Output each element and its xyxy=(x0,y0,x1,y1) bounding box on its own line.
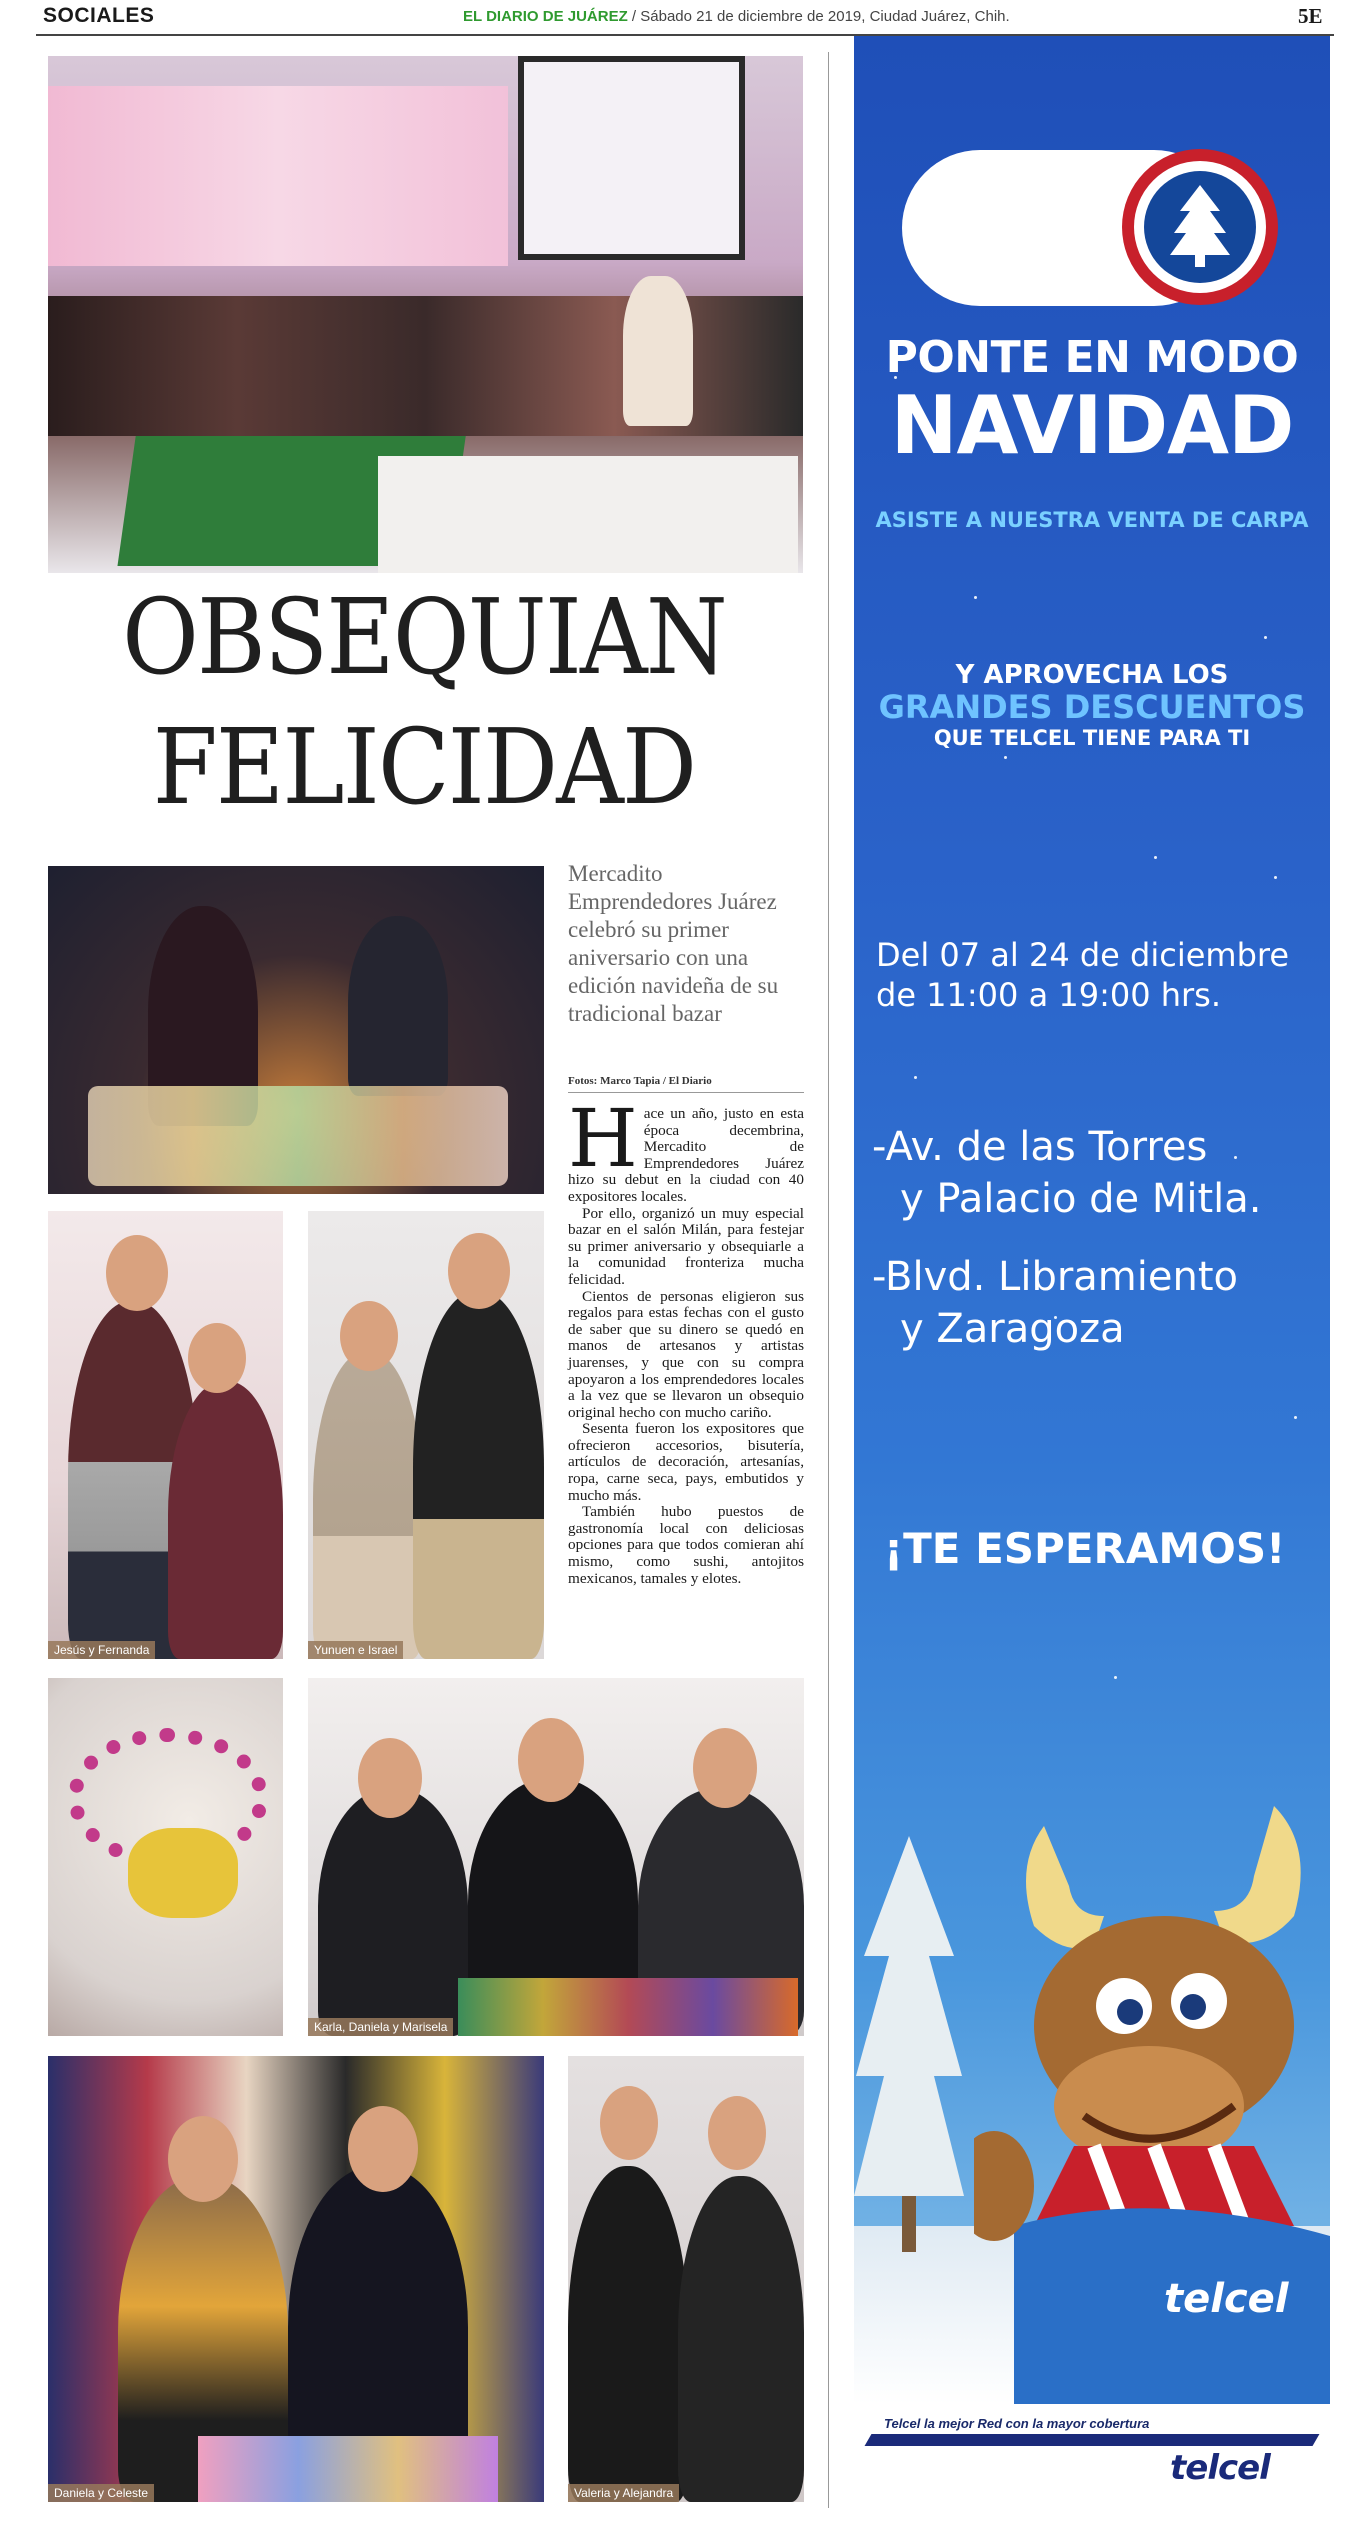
face-woman xyxy=(188,1323,246,1393)
face-man xyxy=(448,1233,510,1309)
telcel-advertisement[interactable] xyxy=(854,36,1330,2404)
mannequin xyxy=(623,276,693,426)
ad-line-3: ASISTE A NUESTRA VENTA DE CARPA xyxy=(875,508,1309,532)
white-table xyxy=(378,456,798,573)
photo-bazaar-hall xyxy=(48,56,803,573)
dateline-text: / Sábado 21 de diciembre de 2019, Ciudad Juárez, Chih. xyxy=(627,8,1010,25)
page-header xyxy=(0,0,1367,38)
ad-cta: ¡TE ESPERAMOS! xyxy=(884,1524,1286,1573)
paragraph-1 xyxy=(568,1092,804,1206)
person-right xyxy=(678,2176,804,2502)
article-dek: Mercadito Emprendedores Juárez celebró su primer aniversario con una edición navideña de su tradicional bazar xyxy=(568,861,779,1026)
photo-credit: Fotos: Marco Tapia / El Diario xyxy=(568,1075,804,1093)
mascot-shirt-logo: telcel xyxy=(1164,2276,1289,2322)
ad-tagline: Telcel la mejor Red con la mayor cobertura xyxy=(884,2416,1150,2431)
person-man xyxy=(413,1291,544,1659)
caption-photo-b: Yunuen e Israel xyxy=(308,1641,403,1659)
article-body xyxy=(568,1092,804,1587)
ad-line-4: Y APROVECHA LOS xyxy=(955,660,1229,690)
photo-earrings xyxy=(48,1678,283,2036)
photo-duo-1 xyxy=(48,2056,544,2502)
ad-dates-1: Del 07 al 24 de diciembre xyxy=(876,936,1290,974)
vendor-right xyxy=(348,916,448,1096)
caption-photo-c: Karla, Daniela y Marisela xyxy=(308,2018,453,2036)
column-divider xyxy=(828,52,829,2508)
paragraph-4: Sesenta fueron los expositores que ofrecieron accesorios, bisutería, artículos de decoración, artesanías, ropa, carne seca, pays, embutidos y mucho más. xyxy=(568,1420,804,1504)
face-man xyxy=(106,1235,168,1311)
caption-photo-d: Daniela y Celeste xyxy=(48,2484,154,2502)
face-left xyxy=(168,2116,238,2202)
person-woman xyxy=(313,1351,423,1659)
face-left xyxy=(358,1738,422,1818)
headline-line-2: FELICIDAD xyxy=(152,706,696,828)
paragraph-5: También hubo puestos de gastronomía local con deliciosas opciones para que todos comieran ahí mismo, como sushi, antojitos mexicanos, tamales y elotes. xyxy=(568,1503,804,1587)
newspaper-name: EL DIARIO DE JUÁREZ xyxy=(463,8,628,25)
projection-screen xyxy=(518,56,745,260)
drop-cap: H xyxy=(568,1092,638,1185)
paragraph-1-text: ace un año, justo en esta época decembrina, Mercadito de Emprendedores Juárez hizo su debut en la ciudad con 40 expositores locales. xyxy=(568,1105,804,1205)
dateline xyxy=(463,8,1010,25)
ad-location-3: -Blvd. Libramiento xyxy=(872,1254,1238,1300)
lamps xyxy=(88,1086,508,1186)
caption-photo-a: Jesús y Fernanda xyxy=(48,1641,155,1659)
ad-line-2: NAVIDAD xyxy=(890,379,1294,472)
photo-duo-2 xyxy=(568,2056,804,2502)
tree-logo-icon xyxy=(1122,149,1278,305)
moose-mascot xyxy=(974,1806,1330,2404)
face-right xyxy=(693,1728,757,1808)
fabric-stack xyxy=(458,1978,798,2036)
face-woman xyxy=(340,1301,398,1371)
face-left xyxy=(600,2086,658,2160)
ad-line-6: QUE TELCEL TIENE PARA TI xyxy=(933,726,1251,750)
ad-location-4: y Zaragoza xyxy=(900,1306,1125,1352)
headline-line-1: OBSEQUIAN xyxy=(122,576,726,698)
ad-location-1: -Av. de las Torres xyxy=(872,1124,1208,1170)
face-right xyxy=(348,2106,418,2192)
section-name: SOCIALES xyxy=(43,4,155,27)
paragraph-2: Por ello, organizó un muy especial bazar en el salón Milán, para festejar su primer aniversario y obsequiarle a la comunidad fronteriza mucha felicidad. xyxy=(568,1204,804,1288)
paragraph-3: Cientos de personas eligieron sus regalos para estas fechas con el gusto de saber que su dinero se quedó en manos de artesanos y artistas juarenses, y que con su compra apoyaron a los emprendedores locales a la vez que se llevaron un obsequio original hecho con mucho cariño. xyxy=(568,1287,804,1421)
caption-photo-e: Valeria y Alejandra xyxy=(568,2484,679,2502)
ad-line-1: PONTE EN MODO xyxy=(885,332,1299,383)
person-woman xyxy=(168,1381,283,1659)
photo-couple-2 xyxy=(308,1211,544,1659)
person-left xyxy=(568,2166,688,2502)
pine-tree-icon xyxy=(854,1836,964,2256)
ad-line-5: GRANDES DESCUENTOS xyxy=(878,688,1306,726)
face-right xyxy=(708,2096,766,2170)
christmas-tree-icon xyxy=(1170,185,1230,267)
pink-wall xyxy=(48,86,508,266)
person-left xyxy=(318,1788,468,2036)
ad-location-2: y Palacio de Mitla. xyxy=(900,1176,1262,1222)
face-center xyxy=(518,1718,584,1802)
makeup-palette xyxy=(198,2436,498,2502)
ad-dates-2: de 11:00 a 19:00 hrs. xyxy=(876,976,1222,1014)
headline xyxy=(48,572,800,832)
earring-flowers xyxy=(128,1828,238,1918)
ad-footer-stripe xyxy=(865,2434,1320,2446)
photo-trio xyxy=(308,1678,804,2036)
ad-footer xyxy=(854,2404,1330,2514)
photo-couple-1 xyxy=(48,1211,283,1659)
photo-candle-stand xyxy=(48,866,544,1194)
telcel-brand-logo: telcel xyxy=(1170,2448,1270,2488)
page-number: 5E xyxy=(1298,4,1323,28)
